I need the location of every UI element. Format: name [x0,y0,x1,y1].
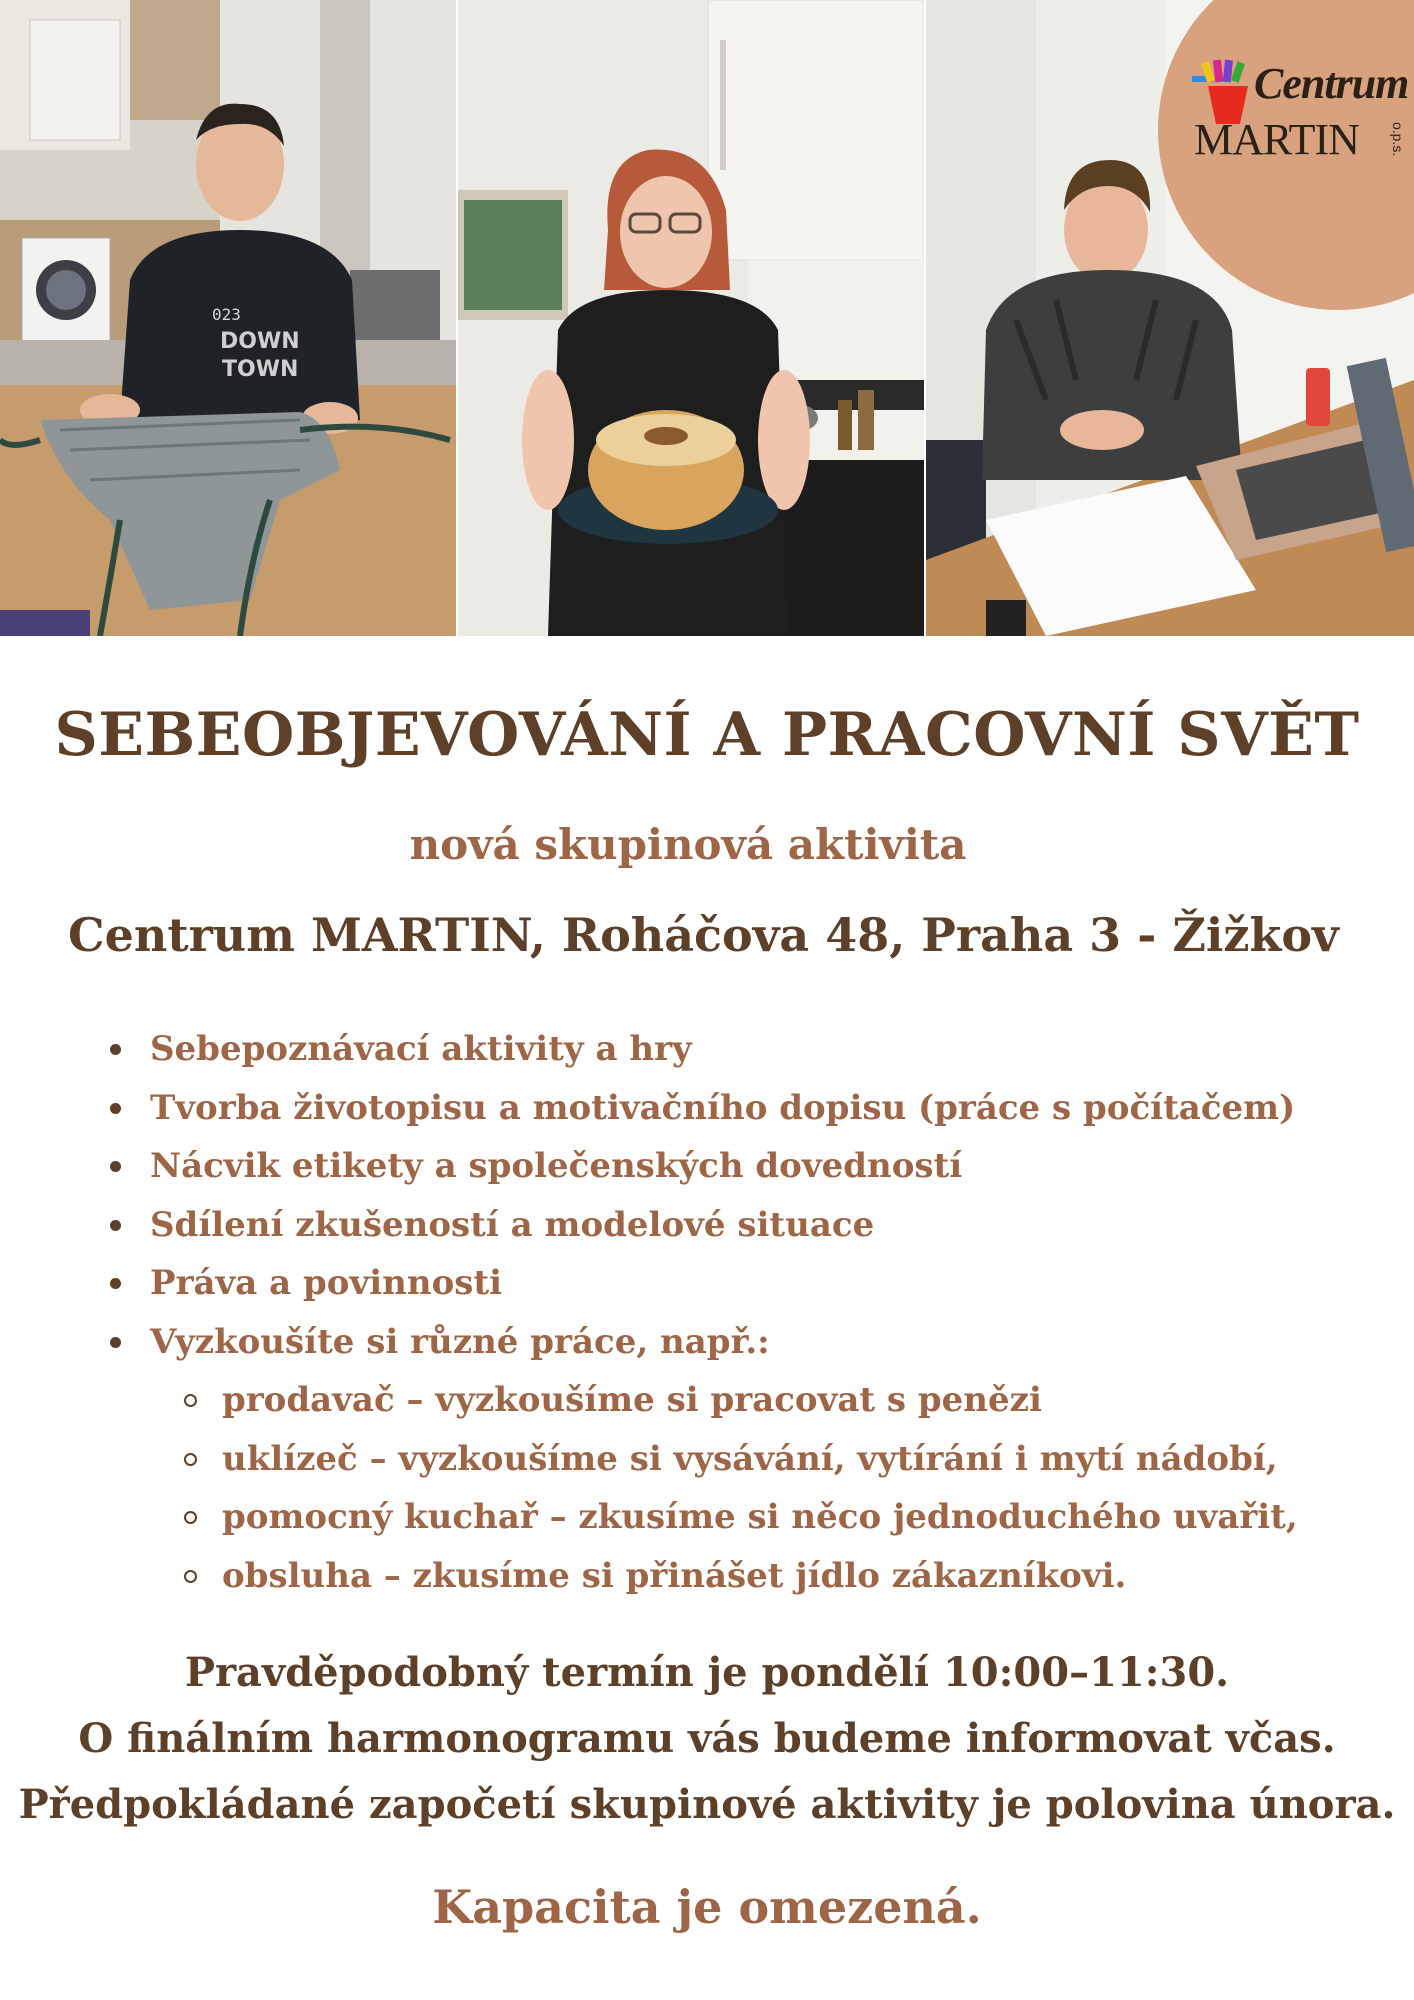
photo-strip [0,0,1414,636]
info-line: Předpokládané započetí skupinové aktivity je polovina února. [18,1781,1396,1828]
logo-text-centrum: Centrum [1254,59,1409,108]
sub-list-item: prodavač – vyzkoušíme si pracovat s penězi [108,1371,1298,1430]
list-item: Sdílení zkušeností a modelové situace [108,1196,1298,1255]
list-item: Sebepoznávací aktivity a hry [108,1020,1298,1079]
list-item: Vyzkoušíte si různé práce, např.: [108,1313,1298,1372]
logo-text-ops: o.p.s. [1390,122,1406,157]
photo-man-apron [0,0,456,636]
logo-text-martin: MARTIN [1194,115,1359,164]
capacity-note: Kapacita je omezená. [432,1880,982,1934]
sub-list-item: uklízeč – vyzkoušíme si vysávání, vytírání i mytí nádobí, [108,1430,1298,1489]
page-title: SEBEOBJEVOVÁNÍ A PRACOVNÍ SVĚT [54,700,1360,770]
svg-text:TOWN: TOWN [222,357,299,382]
schedule-info [0,1640,1414,1838]
address: Centrum MARTIN, Roháčova 48, Praha 3 - Žižkov [68,908,1339,962]
sub-list-item: pomocný kuchař – zkusíme si něco jednoduchého uvařit, [108,1488,1298,1547]
photo-woman-cake [458,0,924,636]
info-line: O finálním harmonogramu vás budeme informovat včas. [78,1715,1336,1762]
list-item: Práva a povinnosti [108,1254,1298,1313]
sub-list-item: obsluha – zkusíme si přinášet jídlo zákazníkovi. [108,1547,1298,1606]
list-item: Tvorba životopisu a motivačního dopisu (práce s počítačem) [108,1079,1298,1138]
svg-text:023: 023 [212,305,241,324]
svg-text:DOWN: DOWN [220,329,300,354]
list-item: Nácvik etikety a společenských dovedností [108,1137,1298,1196]
subtitle: nová skupinová aktivita [409,820,967,869]
activity-list [108,1020,1298,1605]
info-line: Pravděpodobný termín je pondělí 10:00–11:30. [184,1649,1230,1696]
